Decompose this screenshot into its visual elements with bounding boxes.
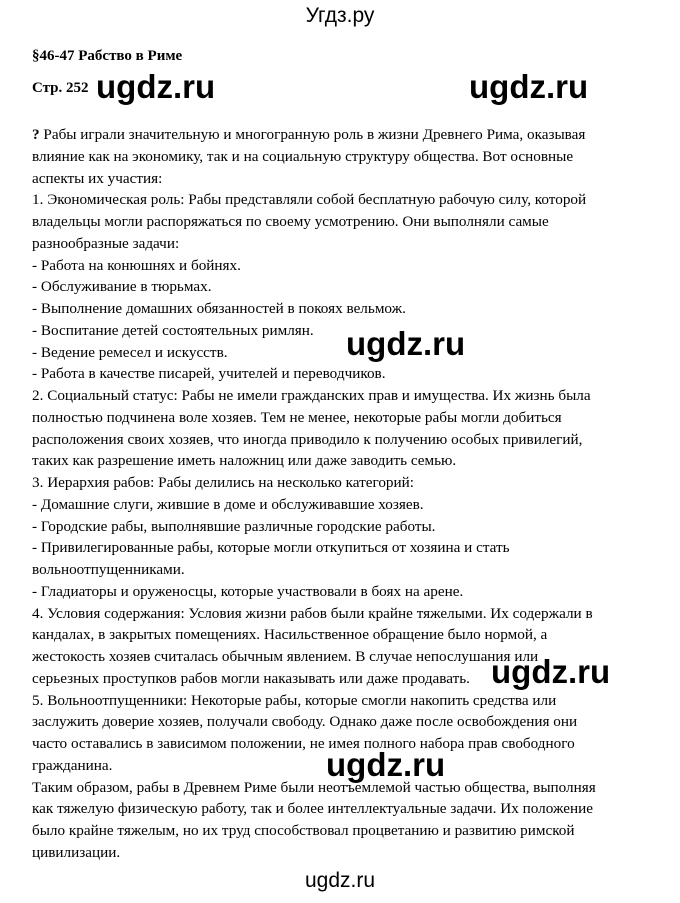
site-header: Угдз.ру: [305, 4, 375, 27]
answer-line: часто оставались в зависимом положении, не имея полного набора прав свободного: [32, 735, 575, 752]
site-footer: ugdz.ru: [304, 869, 376, 892]
watermark: ugdz.ru: [469, 68, 589, 105]
answer-line: 1. Экономическая роль: Рабы представляли собой бесплатную рабочую силу, которой: [32, 191, 587, 209]
answer-line: цивилизации.: [32, 843, 121, 861]
answer-line: как тяжелую физическую работу, так и более интеллектуальные задачи. Их положение: [32, 800, 593, 818]
answer-line: вольноотпущенниками.: [32, 561, 185, 578]
question-mark: ?: [32, 126, 40, 143]
answer-line: - Городские рабы, выполнявшие различные городские работы.: [32, 517, 436, 535]
answer-line: кандалах, в закрытых помещениях. Насильственное обращение было нормой, а: [32, 626, 548, 644]
answer-line: - Работа на конюшнях и бойнях.: [32, 256, 241, 274]
answer-line: - Воспитание детей состоятельных римлян.: [32, 321, 314, 339]
answer-line: - Привилегированные рабы, которые могли откупиться от хозяина и стать: [32, 539, 510, 557]
answer-line: 5. Вольноотпущенники: Некоторые рабы, которые смогли накопить средства или: [32, 691, 557, 709]
answer-line: было крайне тяжелым, но их труд способствовал процветанию и развитию римской: [32, 822, 575, 839]
answer-line-text: Рабы играли значительную и многогранную роль в жизни Древнего Рима, оказывая: [39, 126, 586, 143]
answer-line: - Гладиаторы и оруженосцы, которые участвовали в боях на арене.: [32, 582, 464, 600]
answer-line: [32, 124, 660, 146]
answer-line: гражданина.: [32, 756, 113, 774]
answer-line: влияние как на экономику, так и на социальную структуру общества. Вот основные: [32, 147, 574, 165]
answer-line: 3. Иерархия рабов: Рабы делились на несколько категорий:: [32, 474, 414, 491]
section-title: §46-47 Рабство в Риме: [32, 48, 183, 64]
answer-line: - Домашние слуги, жившие в доме и обслуживавшие хозяев.: [32, 495, 424, 513]
answer-line: жестокость хозяев считалась обычным явлением. В случае непослушания или: [32, 648, 539, 665]
answer-line: расположения своих хозяев, что иногда приводило к получению особых привилегий,: [32, 430, 583, 448]
answer-line: - Обслуживание в тюрьмах.: [32, 278, 212, 296]
answer-line: таких как разрешение иметь наложниц или даже заводить семью.: [32, 452, 457, 470]
answer-line: Таким образом, рабы в Древнем Риме были неотъемлемой частью общества, выполняя: [32, 778, 596, 796]
watermark: ugdz.ru: [96, 68, 216, 105]
answer-line: аспекты их участия:: [32, 169, 163, 187]
watermark: ugdz.ru: [326, 746, 446, 783]
answer-line: 4. Условия содержания: Условия жизни рабов были крайне тяжелыми. Их содержали в: [32, 604, 593, 622]
answer-line: серьезных проступков рабов могли наказывать или даже продавать.: [32, 669, 470, 687]
answer-line: полностью подчинена воле хозяев. Тем не менее, некоторые рабы могли добиться: [32, 408, 562, 426]
answer-line: 2. Социальный статус: Рабы не имели гражданских прав и имущества. Их жизнь была: [32, 387, 591, 404]
watermark: ugdz.ru: [491, 653, 611, 690]
answer-line: владельцы могли распоряжаться по своему усмотрению. Они выполняли самые: [32, 213, 549, 230]
watermark: ugdz.ru: [346, 325, 466, 362]
answer-line: - Выполнение домашних обязанностей в покоях вельмож.: [32, 300, 406, 317]
answer-line: - Работа в качестве писарей, учителей и переводчиков.: [32, 365, 386, 383]
answer-line: - Ведение ремесел и искусств.: [32, 343, 228, 361]
answer-line: заслужить доверие хозяев, получали свободу. Однако даже после освобождения они: [32, 713, 578, 731]
page-reference: Стр. 252: [32, 80, 89, 96]
answer-line: разнообразные задачи:: [32, 234, 180, 252]
